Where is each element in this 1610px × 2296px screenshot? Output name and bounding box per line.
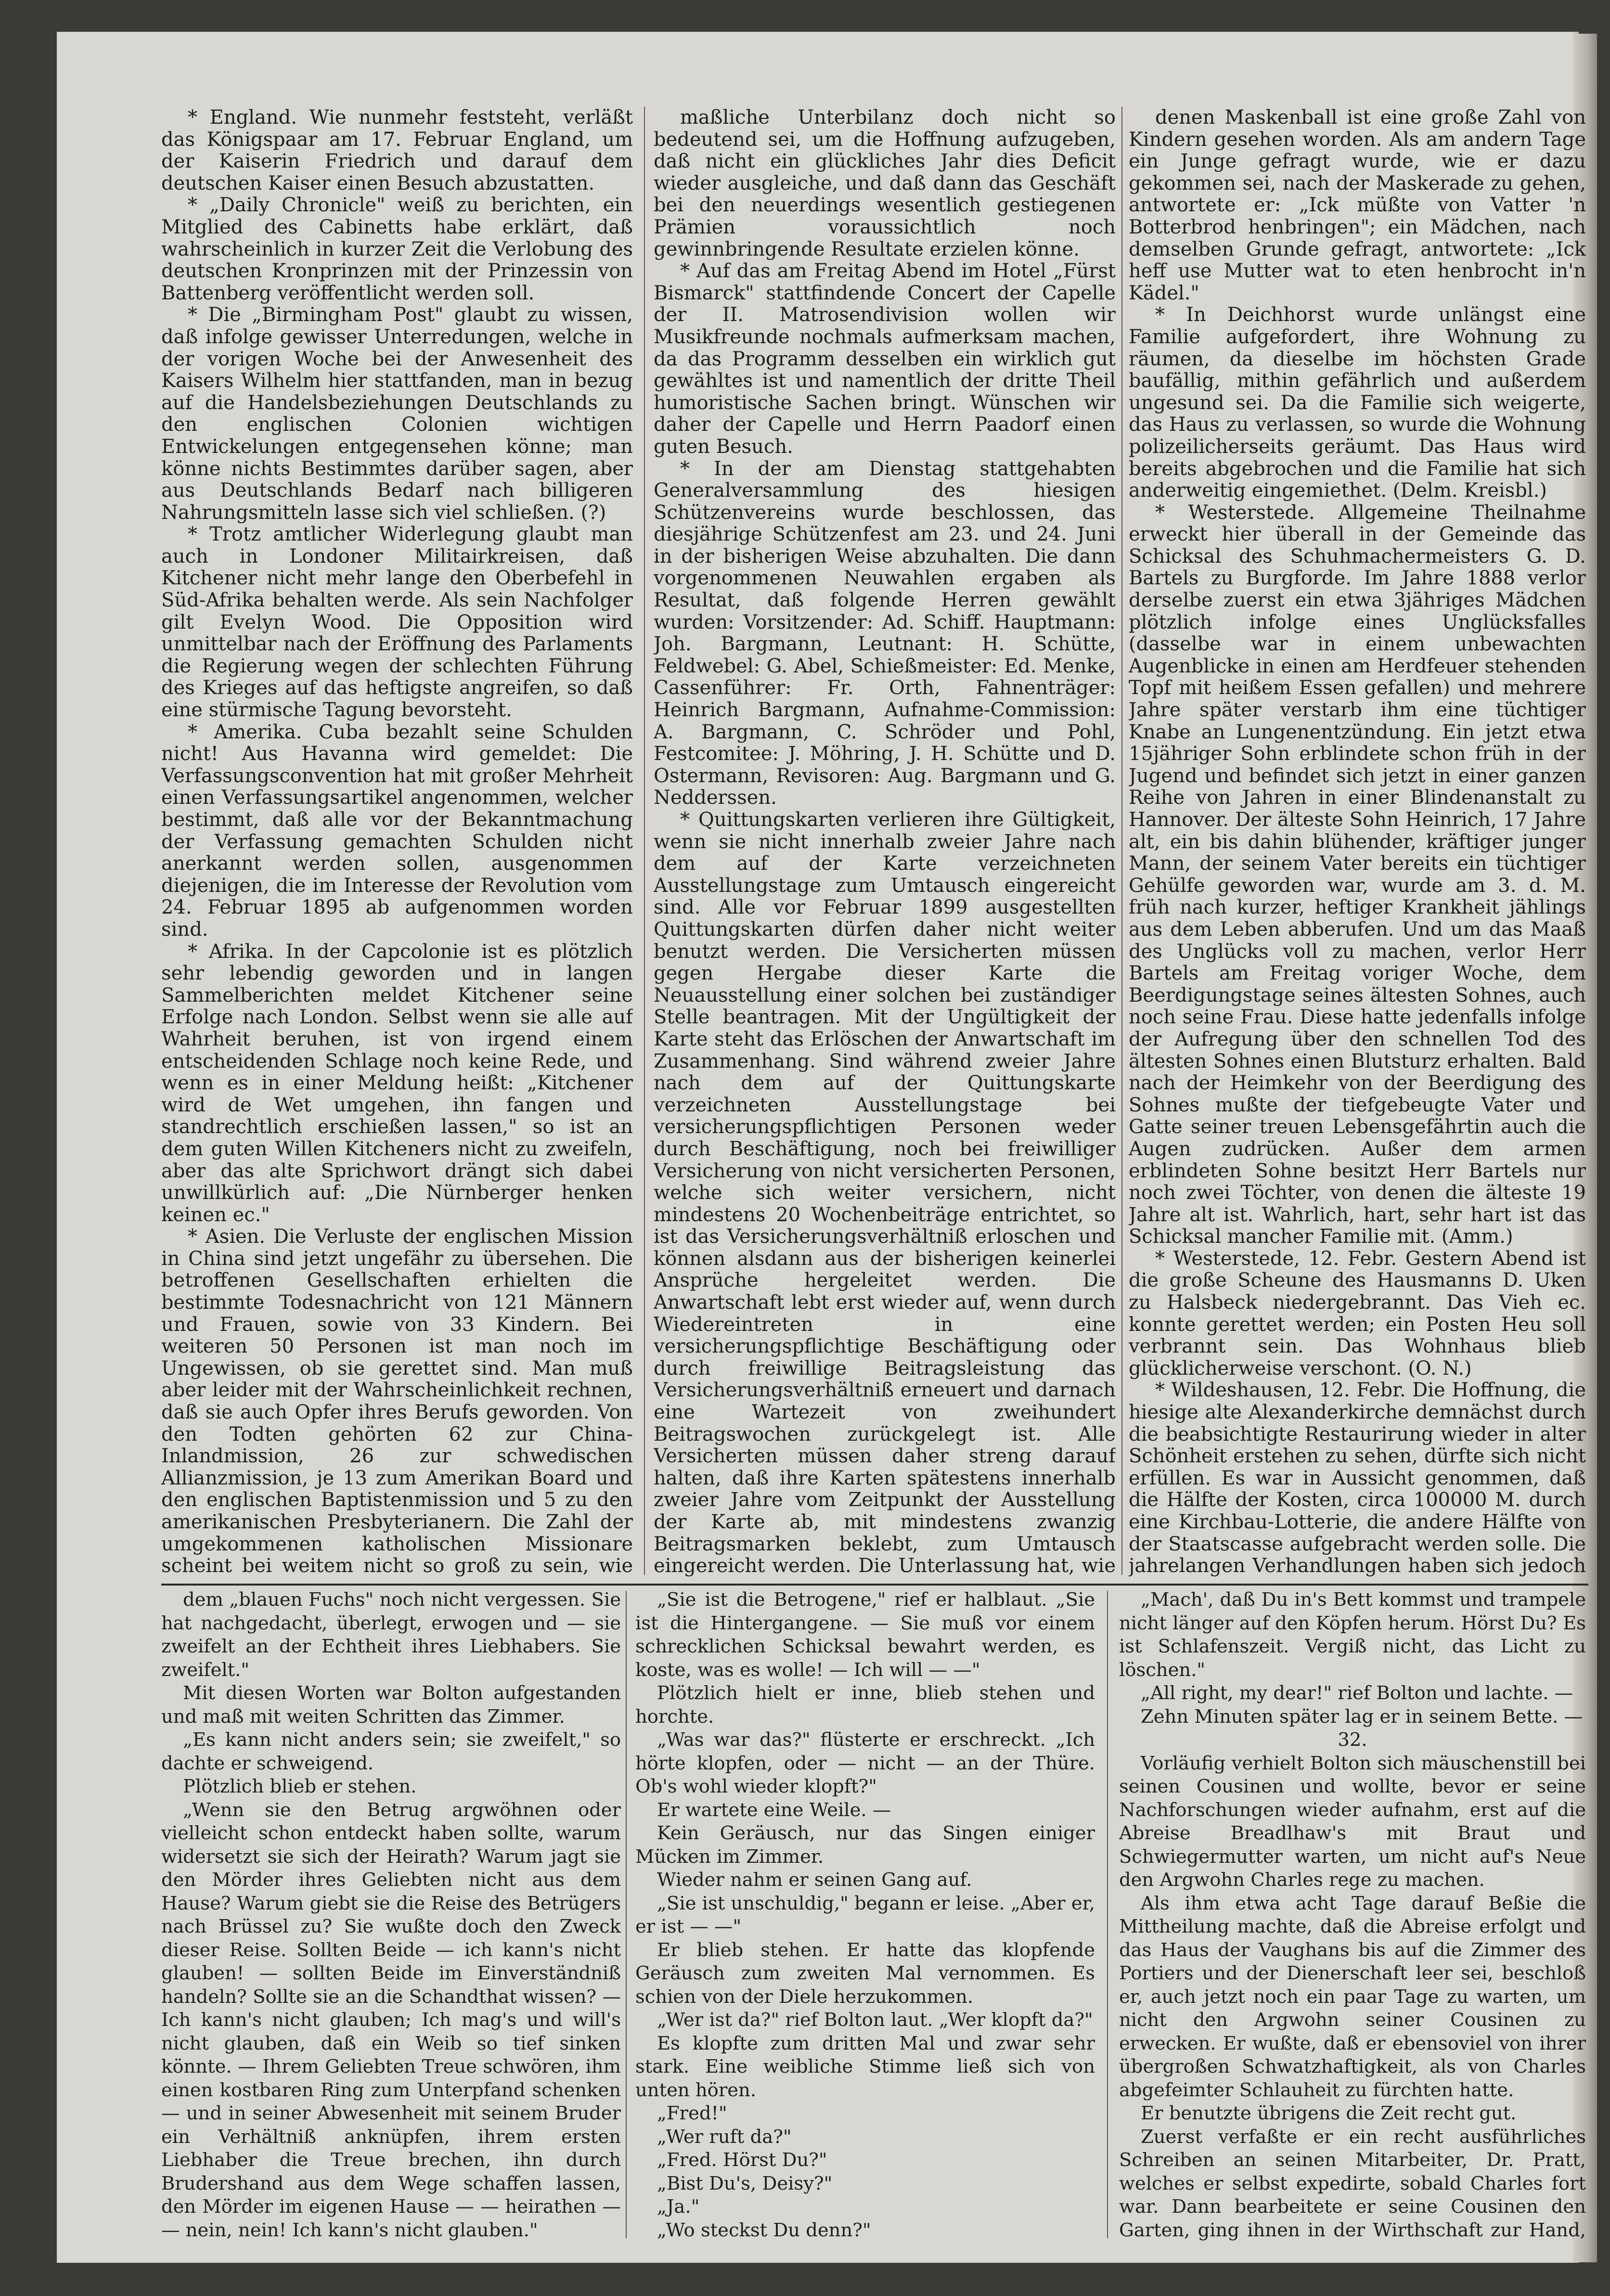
news-column-2 xyxy=(654,107,1116,1577)
news-paragraph: * England. Wie nunmehr feststeht, verläßt das Königspaar am 17. Februar England, um der Kaiserin Friedrich und darauf dem deutschen Kaiser einen Besuch abzustatten. xyxy=(161,107,633,194)
serial-paragraph: „Wenn sie den Betrug argwöhnen oder vielleicht schon entdeckt haben sollte, warum widersetzt sie sich der Heirath? Warum jagt sie den Mörder ihres Geliebten nicht aus dem Hause? Warum giebt sie die Reise des Betrügers nach Brüssel zu? Sie wußte doch den Zweck dieser Reise. Sollten Beide — ich kann's nicht glauben! — sollten Beide im Einverständniß handeln? Sollte sie an die Schandthat wissen? — Ich kann's nicht glauben; Ich mag's und will's nicht glauben, daß ein Weib so tief sinken könnte. — Ihrem Geliebten Treue schwören, ihm einen kostbaren Ring zum Unterpfand schenken — und in seiner Abwesenheit mit seinem Bruder ein Verhältniß anknüpfen, ihrem ersten Liebhaber die Treue brechen, ihn durch Brudershand aus dem Wege schaffen lassen, den Mörder im eigenen Hause — — heirathen — — nein, nein! Ich kann's nicht glauben." xyxy=(161,1799,621,2241)
serial-paragraph: „Wo steckst Du denn?" xyxy=(657,2219,871,2241)
news-paragraph: * Amerika. Cuba bezahlt seine Schulden nicht! Aus Havanna wird gemeldet: Die Verfassungsconvention hat mit großer Mehrheit einen Verfassungsartikel angenommen, welcher bestimmt, daß alle vor der Bekanntmachung der Verfassung gemachten Schulden nicht anerkannt werden sollen, ausgenommen diejenigen, die im Interesse der Revolution vom 24. Februar 1895 ab aufgenommen worden sind. xyxy=(161,721,633,941)
serial-paragraph: „Sie ist die Betrogene," rief er halblaut. „Sie ist die Hintergangene. — Sie muß vor einem schrecklichen Schicksal bewahrt werden, es koste, was es wolle! — Ich will — —" xyxy=(635,1589,1095,1681)
serial-paragraph: „Fred!" xyxy=(657,2103,727,2124)
news-paragraph: maßliche Unterbilanz doch nicht so bedeutend sei, um die Hoffnung aufzugeben, daß nicht ein glückliches Jahr dies Deficit wieder ausgleiche, und daß dann das Geschäft bei den neuerdings wesentlich gestiegenen Prämien voraussichtlich noch gewinnbringende Resultate erzielen könne. xyxy=(654,107,1116,260)
serial-paragraph: Vorläufig verhielt Bolton sich mäuschenstill bei seinen Cousinen und wollte, bevor er seine Nachforschungen wieder aufnahm, erst auf die Abreise Breadlhaw's mit Braut und Schwiegermutter warten, um nicht auf's Neue den Argwohn Charles rege zu machen. xyxy=(1119,1752,1586,1891)
serial-paragraph: „Ja." xyxy=(657,2196,700,2218)
serial-paragraph: „Fred. Hörst Du?" xyxy=(657,2149,827,2171)
news-paragraph: * Westerstede, 12. Febr. Gestern Abend ist die große Scheune des Hausmanns D. Uken zu Halsbeck niedergebrannt. Das Vieh ec. konnte gerettet werden; ein Posten Heu soll verbrannt sein. Das Wohnhaus blieb glücklicherweise verschont. (O. N.) xyxy=(1129,1247,1586,1380)
news-paragraph: * Trotz amtlicher Widerlegung glaubt man auch in Londoner Militairkreisen, daß Kitchener nicht mehr lange den Oberbefehl in Süd-Afrika behalten werde. Als sein Nachfolger gilt Evelyn Wood. Die Opposition wird unmittelbar nach der Eröffnung des Parlaments die Regierung wegen der schlechten Führung des Krieges auf das heftigste angreifen, so daß eine stürmische Tagung bevorsteht. xyxy=(161,523,633,722)
serial-paragraph: Mit diesen Worten war Bolton aufgestanden und maß mit weiten Schritten das Zimmer. xyxy=(161,1682,621,1728)
serial-paragraph: Es klopfte zum dritten Mal und zwar sehr stark. Eine weibliche Stimme ließ sich von unten hören. xyxy=(635,2032,1095,2101)
news-column-1 xyxy=(161,107,633,1577)
serial-paragraph: Zuerst verfaßte er ein recht ausführliches Schreiben an seinen Mitarbeiter, Dr. Pratt, welches er selbst expedirte, sobald Charles fort war. Dann bearbeitete er seine Cousinen den Garten, ging ihnen in der Wirthschaft zur Hand, xyxy=(1119,2126,1586,2241)
news-paragraph: * In der am Dienstag stattgehabten Generalversammlung des hiesigen Schützenvereins wurde beschlossen, das diesjährige Schützenfest am 23. und 24. Juni in der bisherigen Weise abzuhalten. Die dann vorgenommenen Neuwahlen ergaben als Resultat, daß folgende Herren gewählt wurden: Vorsitzender: Ad. Schiff. Hauptmann: Joh. Bargmann, Leutnant: H. Schütte, Feldwebel: G. Abel, Schießmeister: Ed. Menke, Cassenführer: Fr. Orth, Fahnenträger: Heinrich Bargmann, Aufnahme-Commission: A. Bargmann, C. Schröder und Pohl, Festcomitee: J. Möhring, J. H. Schütte und D. Ostermann, Revisoren: Aug. Bargmann und G. Nedderssen. xyxy=(654,457,1116,809)
serial-paragraph: „Wer ist da?" rief Bolton laut. „Wer klopft da?" xyxy=(657,2009,1093,2031)
news-paragraph: denen Maskenball ist eine große Zahl von Kindern gesehen worden. Als am andern Tage ein Junge gefragt wurde, wie er dazu gekommen sei, nach der Maskerade zu gehen, antwortete er: „Ick müßte von Vatter 'n Botterbrod henbringen"; ein Mädchen, nach demselben Grunde gefragt, antwortete: „Ick heff use Mutter wat to eten henbrocht in'n Kädel." xyxy=(1129,107,1586,304)
news-paragraph: * Afrika. In der Capcolonie ist es plötzlich sehr lebendig geworden und in langen Sammelberichten meldet Kitchener seine Erfolge nach London. Selbst wenn sie alle auf Wahrheit beruhen, ist von irgend einem entscheidenden Schlage noch keine Rede, und wenn es in einer Meldung heißt: „Kitchener wird de Wet umgehen, ihn fangen und standrechtlich erschießen lassen," so ist an dem guten Willen Kitcheners nicht zu zweifeln, aber das alte Sprichwort drängt sich dabei unwillkürlich auf: „Die Nürnberger henken keinen ec." xyxy=(161,940,633,1226)
serial-rule-2 xyxy=(1107,1591,1108,2238)
serial-paragraph: Kein Geräusch, nur das Singen einiger Mücken im Zimmer. xyxy=(635,1822,1095,1868)
feuilleton-divider xyxy=(161,1584,1588,1586)
serial-paragraph: „Was war das?" flüsterte er erschreckt. „Ich hörte klopfen, oder — nicht — an der Thüre. Ob's wohl wieder klopft?" xyxy=(635,1729,1095,1797)
serial-rule-1 xyxy=(626,1591,627,2238)
news-paragraph: * Asien. Die Verluste der englischen Mission in China sind jetzt ungefähr zu übersehen. Die betroffenen Gesellschaften erhielten die bestimmte Todesnachricht von 121 Männern und Frauen, sowie von 33 Kindern. Bei weiteren 50 Personen ist man noch im Ungewissen, ob sie gerettet sind. Man muß aber leider mit der Wahrscheinlichkeit rechnen, daß sie auch Opfer ihres Berufs geworden. Von den Todten gehörten 62 zur China-Inlandmission, 26 zur schwedischen Allianzmission, je 13 zum Amerikan Board und den englischen Baptistenmission und 5 zu den amerikanischen Presbyterianern. Die Zahl der umgekommenen katholischen Missionare scheint bei weitem nicht so groß zu sein, wie xyxy=(161,1225,633,1577)
chapter-number: 32. xyxy=(1338,1729,1367,1751)
news-paragraph: * In Deichhorst wurde unlängst eine Familie aufgefordert, ihre Wohnung zu räumen, da dieselbe im höchsten Grade baufällig, mithin gefährlich und außerdem ungesund sei. Da die Familie sich weigerte, das Haus zu verlassen, so wurde die Wohnung polizeilicherseits geräumt. Das Haus wird bereits abgebrochen und die Familie hat sich anderweitig eingemiethet. (Delm. Kreisbl.) xyxy=(1129,304,1586,502)
serial-paragraph: „Sie ist unschuldig," begann er leise. „Aber er, er ist — —" xyxy=(635,1892,1095,1937)
news-paragraph: * Wildeshausen, 12. Febr. Die Hoffnung, die hiesige alte Alexanderkirche demnächst durch die beabsichtigte Restaurirung wieder in alter Schönheit erstehen zu sehen, dürfte sich nicht erfüllen. Es war in Aussicht genommen, daß die Hälfte der Kosten, circa 100000 M. durch eine Kirchbau-Lotterie, die andere Hälfte von der Staatscasse aufgebracht werden solle. Die jahrelangen Verhandlungen haben sich jedoch xyxy=(1129,1379,1586,1577)
serial-paragraph: Als ihm etwa acht Tage darauf Beßie die Mittheilung machte, daß die Abreise erfolgt und das Haus der Vaughans bis auf die Zimmer des Portiers und der Dienerschaft leer sei, beschloß er, auch jetzt noch ein paar Tage zu warten, um nicht den Argwohn seiner Cousinen zu erwecken. Er wußte, daß er ebensoviel von ihrer übergroßen Schwatzhaftigkeit, als von Charles abgefeimter Schlauheit zu fürchten hatte. xyxy=(1119,1892,1586,2101)
news-paragraph: * Die „Birmingham Post" glaubt zu wissen, daß infolge gewisser Unterredungen, welche in der vorigen Woche bei der Anwesenheit des Kaisers Wilhelm hier stattfanden, man in bezug auf die Handelsbeziehungen Deutschlands zu den englischen Colonien wichtigen Entwickelungen entgegensehen könne; man könne nichts Bestimmtes darüber sagen, aber aus Deutschlands Bedarf nach billigeren Nahrungsmitteln lasse sich viel schließen. (?) xyxy=(161,304,633,524)
serial-paragraph: „Wer ruft da?" xyxy=(657,2126,792,2148)
serial-paragraph: „Es kann nicht anders sein; sie zweifelt," so dachte er schweigend. xyxy=(161,1729,621,1774)
serial-paragraph: Wieder nahm er seinen Gang auf. xyxy=(657,1869,972,1891)
serial-paragraph: „Mach', daß Du in's Bett kommst und trampele nicht länger auf den Köpfen herum. Hörst Du? Es ist Schlafenszeit. Vergiß nicht, das Licht zu löschen." xyxy=(1119,1589,1586,1681)
news-column-3 xyxy=(1129,107,1586,1577)
serial-paragraph: „All right, my dear!" rief Bolton und lachte. — xyxy=(1141,1682,1573,1704)
serial-paragraph: Plötzlich hielt er inne, blieb stehen und horchte. xyxy=(635,1682,1095,1728)
serial-paragraph: „Bist Du's, Deisy?" xyxy=(657,2172,833,2194)
news-paragraph: * Quittungskarten verlieren ihre Gültigkeit, wenn sie nicht innerhalb zweier Jahre nach dem auf der Karte verzeichneten Ausstellungstage zum Umtausch eingereicht sind. Alle vor Februar 1899 ausgestellten Quittungskarten dürfen daher nicht weiter benutzt werden. Die Versicherten müssen gegen Hergabe dieser Karte die Neuausstellung einer solchen bei zuständiger Stelle beantragen. Mit der Ungültigkeit der Karte steht das Erlöschen der Anwartschaft im Zusammenhang. Sind während zweier Jahre nach dem auf der Quittungskarte verzeichneten Ausstellungstage bei versicherungspflichtigen Personen weder durch Beschäftigung, noch bei freiwilliger Versicherung von nicht versicherten Personen, welche sich weiter versichern, nicht mindestens 20 Wochenbeiträge entrichtet, so ist das Versicherungsverhältniß erloschen und können alsdann aus der bisherigen keinerlei Ansprüche hergeleitet werden. Die Anwartschaft lebt erst wieder auf, wenn durch Wiedereintreten in eine versicherungspflichtige Beschäftigung oder durch freiwillige Beitragsleistung das Versicherungsverhältniß erneuert und darnach eine Wartezeit von zweihundert Beitragswochen zurückgelegt ist. Alle Versicherten müssen daher streng darauf halten, daß ihre Karten spätestens innerhalb zweier Jahre vom Zeitpunkt der Ausstellung der Karte ab, mit mindestens zwanzig Beitragsmarken beklebt, zum Umtausch eingereicht werden. Die Unterlassung hat, wie xyxy=(654,809,1116,1577)
serial-column-2 xyxy=(635,1588,1095,2241)
serial-paragraph: Er wartete eine Weile. — xyxy=(657,1799,891,1821)
column-rule-2 xyxy=(1121,107,1122,1575)
serial-paragraph: Er blieb stehen. Er hatte das klopfende Geräusch zum zweiten Mal vernommen. Es schien von der Diele herzukommen. xyxy=(635,1939,1095,2008)
news-paragraph: * Auf das am Freitag Abend im Hotel „Fürst Bismarck" stattfindende Concert der Capelle der II. Matrosendivision wollen wir Musikfreunde nochmals aufmerksam machen, da das Programm desselben ein wirklich gut gewähltes ist und namentlich der dritte Theil humoristische Sachen bringt. Wünschen wir daher der Capelle und Herrn Paadorf einen guten Besuch. xyxy=(654,260,1116,458)
serial-column-3 xyxy=(1119,1588,1586,2241)
news-paragraph: * „Daily Chronicle" weiß zu berichten, ein Mitglied des Cabinetts habe erklärt, daß wahrscheinlich in kurzer Zeit die Verlobung des deutschen Kronprinzen mit der Prinzessin von Battenberg veröffentlicht werden soll. xyxy=(161,194,633,304)
serial-column-1 xyxy=(161,1588,621,2241)
serial-paragraph: Plötzlich blieb er stehen. xyxy=(183,1776,417,1797)
serial-paragraph: Er benutzte übrigens die Zeit recht gut. xyxy=(1141,2103,1517,2124)
serial-paragraph: dem „blauen Fuchs" noch nicht vergessen. Sie hat nachgedacht, überlegt, erwogen und — sie zweifelt an der Echtheit ihres Liebhabers. Sie zweifelt." xyxy=(161,1589,621,1681)
column-rule-1 xyxy=(644,107,645,1575)
news-paragraph: * Westerstede. Allgemeine Theilnahme erweckt hier überall in der Gemeinde das Schicksal des Schuhmachermeisters G. D. Bartels zu Burgforde. Im Jahre 1888 verlor derselbe zuerst ein etwa 3jähriges Mädchen plötzlich infolge eines Unglücksfalles (dasselbe war in einem unbewachten Augenblicke in einen am Herdfeuer stehenden Topf mit heißem Essen gefallen) und mehrere Jahre später verstarb ihm eine tüchtiger Knabe an Lungenentzündung. Ein jetzt etwa 15jähriger Sohn erblindete schon früh in der Jugend und befindet sich jetzt in einer ganzen Reihe von Jahren in einer Blindenanstalt zu Hannover. Der älteste Sohn Heinrich, 17 Jahre alt, ein bis dahin blühender, kräftiger junger Mann, der seinem Vater bereits ein tüchtiger Gehülfe geworden war, wurde am 3. d. M. früh nach kurzer, heftiger Krankheit jählings aus dem Leben abberufen. Und um das Maaß des Unglücks voll zu machen, verlor Herr Bartels am Freitag voriger Woche, dem Beerdigungstage seines ältesten Sohnes, auch noch seine Frau. Diese hatte jedenfalls infolge der Aufregung über den schnellen Tod des ältesten Sohnes einen Blutsturz erhalten. Bald nach der Heimkehr von der Beerdigung des Sohnes mußte der tiefgebeugte Vater und Gatte seiner treuen Lebensgefährtin auch die Augen zudrücken. Außer dem armen erblindeten Sohne besitzt Herr Bartels nur noch zwei Töchter, von denen die älteste 19 Jahre alt ist. Wahrlich, hart, sehr hart ist das Schicksal mancher Familie mit. (Amm.) xyxy=(1129,501,1586,1248)
serial-paragraph: Zehn Minuten später lag er in seinem Bette. — xyxy=(1141,1705,1583,1728)
